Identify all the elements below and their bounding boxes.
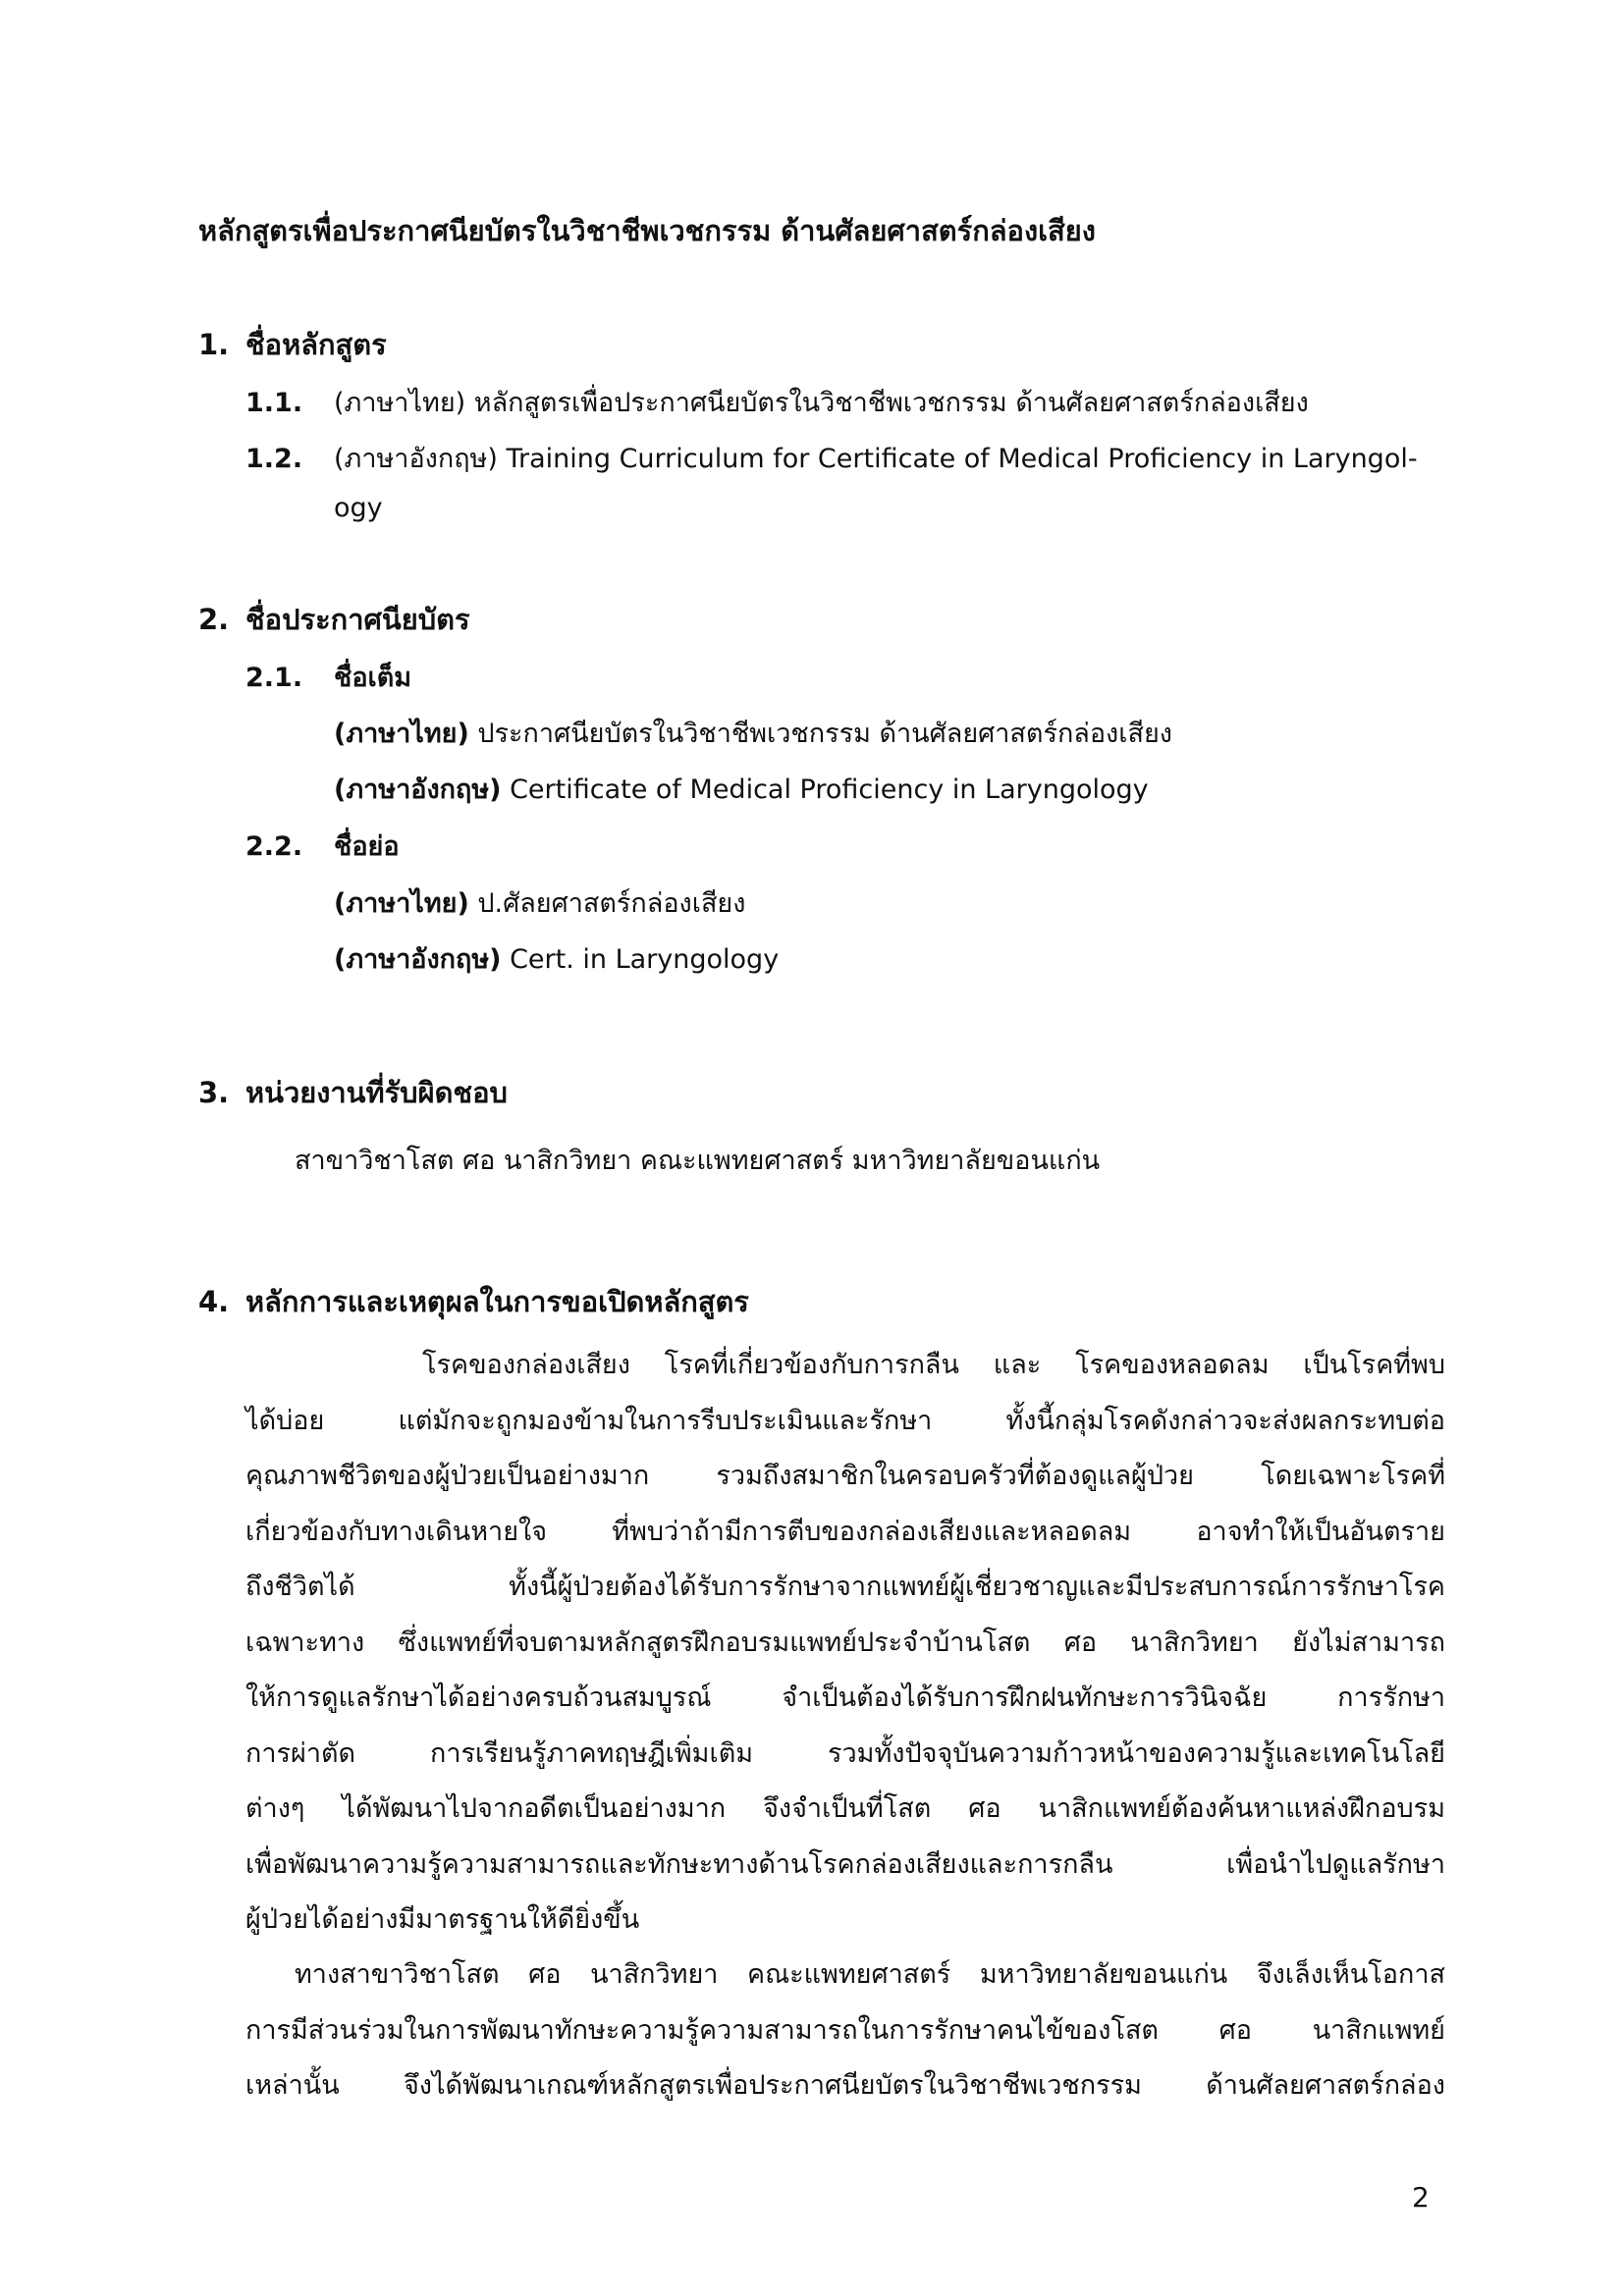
language-label: (ภาษาไทย) [334, 719, 469, 749]
name-text: ประกาศนียบัตรในวิชาชีพเวชกรรม ด้านศัลยศาสตร์กล่องเสียง [468, 719, 1172, 749]
short-name-english [334, 937, 779, 980]
item-2-2 [245, 825, 400, 867]
item-label: ชื่อเต็ม [334, 663, 412, 693]
section-number: 3. [198, 1076, 230, 1109]
item-number: 2.1. [245, 663, 303, 693]
item-number: 1.1. [245, 388, 303, 418]
section-1-heading [198, 322, 387, 367]
language-label: (ภาษาอังกฤษ) [334, 774, 502, 805]
item-text: (ภาษาไทย) หลักสูตรเพื่อประกาศนียบัตรในวิชาชีพเวชกรรม ด้านศัลยศาสตร์กล่องเสียง [334, 388, 1309, 418]
paragraph-line: เกี่ยวข้องกับทางเดินหายใจ ที่พบว่าถ้ามีการตีบของกล่องเสียงและหลอดลม อาจทำให้เป็นอันตราย [245, 1516, 1445, 1547]
paragraph-line: การมีส่วนร่วมในการพัฒนาทักษะความรู้ความสามารถในการรักษาคนไข้ของโสต ศอ นาสิกแพทย์ [245, 2014, 1445, 2046]
item-number: 1.2. [245, 444, 303, 474]
paragraph-line: เฉพาะทาง ซึ่งแพทย์ที่จบตามหลักสูตรฝึกอบรมแพทย์ประจำบ้านโสต ศอ นาสิกวิทยา ยังไม่สามารถ [245, 1627, 1445, 1658]
item-number: 2.2. [245, 831, 303, 862]
item-1-2-continuation: ogy [334, 493, 383, 523]
paragraph-line: คุณภาพชีวิตของผู้ป่วยเป็นอย่างมาก รวมถึงสมาชิกในครอบครัวที่ต้องดูแลผู้ป่วย โดยเฉพาะโรคที่ [245, 1461, 1445, 1491]
page-number: 2 [1412, 2181, 1430, 2214]
section-title: หลักการและเหตุผลในการขอเปิดหลักสูตร [245, 1285, 749, 1318]
section-title: ชื่อหลักสูตร [245, 328, 387, 361]
paragraph-line: ถึงชีวิตได้ ทั้งนี้ผู้ป่วยต้องได้รับการรักษาจากแพทย์ผู้เชี่ยวชาญและมีประสบการณ์การรักษาโรค [245, 1572, 1445, 1602]
paragraph-line: เพื่อพัฒนาความรู้ความสามารถและทักษะทางด้านโรคกล่องเสียงและการกลืน เพื่อนำไปดูแลรักษา [245, 1848, 1445, 1880]
language-label: (ภาษาไทย) [334, 888, 469, 919]
paragraph-line: เหล่านั้น จึงได้พัฒนาเกณฑ์หลักสูตรเพื่อประกาศนียบัตรในวิชาชีพเวชกรรม ด้านศัลยศาสตร์กล่อง [245, 2070, 1445, 2101]
section-number: 4. [198, 1285, 230, 1318]
item-1-1 [245, 381, 1309, 423]
item-1-2 [245, 437, 1418, 479]
section-number: 2. [198, 603, 230, 636]
short-name-thai [334, 881, 745, 924]
full-name-thai [334, 712, 1172, 754]
responsible-unit: สาขาวิชาโสต ศอ นาสิกวิทยา คณะแพทยศาสตร์ มหาวิทยาลัยขอนแก่น [295, 1146, 1101, 1176]
rationale-paragraph-2 [245, 1948, 1445, 2114]
item-text: (ภาษาอังกฤษ) Training Curriculum for Certificate of Medical Proficiency in Laryngol- [334, 444, 1418, 474]
paragraph-line: ผู้ป่วยได้อย่างมีมาตรฐานให้ดียิ่งขึ้น [245, 1904, 640, 1935]
paragraph-line: ได้บ่อย แต่มักจะถูกมองข้ามในการรีบประเมินและรักษา ทั้งนี้กลุ่มโรคดังกล่าวจะส่งผลกระทบต่อ [245, 1405, 1445, 1436]
section-3-heading [198, 1070, 508, 1115]
paragraph-line: ให้การดูแลรักษาได้อย่างครบถ้วนสมบูรณ์ จำเป็นต้องได้รับการฝึกฝนทักษะการวินิจฉัย การรักษา [245, 1682, 1445, 1713]
language-label: (ภาษาอังกฤษ) [334, 944, 502, 975]
section-title: ชื่อประกาศนียบัตร [245, 603, 470, 636]
section-number: 1. [198, 328, 230, 361]
item-2-1 [245, 656, 411, 698]
section-title: หน่วยงานที่รับผิดชอบ [245, 1076, 508, 1109]
paragraph-line: การผ่าตัด การเรียนรู้ภาคทฤษฎีเพิ่มเติม รวมทั้งปัจจุบันความก้าวหน้าของความรู้และเทคโนโลยี [245, 1737, 1445, 1769]
paragraph-line: ต่างๆ ได้พัฒนาไปจากอดีตเป็นอย่างมาก จึงจำเป็นที่โสต ศอ นาสิกแพทย์ต้องค้นหาแหล่งฝึกอบรม [245, 1793, 1445, 1824]
name-text: Cert. in Laryngology [501, 944, 780, 975]
name-text: Certificate of Medical Proficiency in Laryngology [501, 774, 1149, 805]
section-4-heading [198, 1279, 749, 1324]
paragraph-line: ทางสาขาวิชาโสต ศอ นาสิกวิทยา คณะแพทยศาสตร์ มหาวิทยาลัยขอนแก่น จึงเล็งเห็นโอกาส [295, 1959, 1445, 1990]
name-text: ป.ศัลยศาสตร์กล่องเสียง [468, 888, 746, 919]
item-label: ชื่อย่อ [334, 831, 400, 862]
rationale-paragraph-1 [245, 1338, 1445, 1949]
full-name-english [334, 768, 1149, 810]
document-title: หลักสูตรเพื่อประกาศนียบัตรในวิชาชีพเวชกรรม ด้านศัลยศาสตร์กล่องเสียง [198, 214, 1096, 247]
section-2-heading [198, 597, 470, 642]
paragraph-line: โรคของกล่องเสียง โรคที่เกี่ยวข้องกับการกลืน และ โรคของหลอดลม เป็นโรคที่พบ [422, 1350, 1445, 1380]
